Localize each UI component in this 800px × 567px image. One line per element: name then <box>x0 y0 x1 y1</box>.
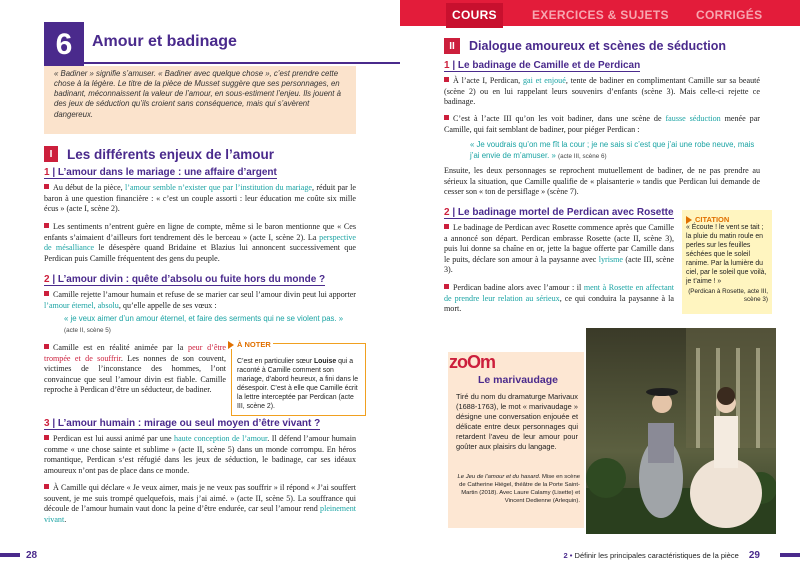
note-text: C’est en particulier sœur Louise qui a raconté à Camille comment son mariage, d’abord heureux, a fini dans le désespoir. C’est à elle que Camille écrit la lettre interceptée par Perdican (acte III, scène 2). <box>237 358 359 410</box>
section-title: Dialogue amoureux et scènes de séduction <box>469 39 727 53</box>
section-title: Les différents enjeux de l’amour <box>67 146 275 162</box>
citation-text: « Écoute ! le vent se tait ; la pluie du matin roule en perles sur les feuilles séchées que le soleil ranime. Par la lumière du ciel, par le soleil que voilà, je t’aime ! » (Perdican à Rosette, acte III, scène 3) <box>686 224 768 303</box>
theater-scene-image <box>586 328 776 534</box>
subheading-2: 2 | L’amour divin : quête d’absolu ou fuite hors du monde ? <box>44 274 326 285</box>
paragraph: Camille est en réalité animée par la peur d’être trompée et de souffrir. Les nonnes de son couvent, victimes de l’inconstance des hommes, l’ont convaincue que seul l’amour divin est fiable. Camille reproche à Perdican d’être un séducteur, de badiner. <box>44 343 226 395</box>
footer-bar <box>780 553 800 557</box>
intro-box <box>44 66 356 134</box>
paragraph: Camille rejette l’amour humain et refuse de se marier car seul l’amour divin peut lui apporter l’amour éternel, absolu, qu’elle appelle de ses vœux : <box>44 290 356 310</box>
footer-bar <box>0 553 20 557</box>
paragraph: Le badinage de Perdican avec Rosette commence après que Camille a annoncé son départ. Perdican embrasse Rosette (acte II, scène 3), puis lui donne sa chaîne en or, jette la bague offerte par Camille dans le puits, déclare son amour à la paysanne avec lyrisme (acte III, scène 3). <box>444 223 674 275</box>
paragraph: Au début de la pièce, l’amour semble n’exister que par l’institution du mariage, réduit par le baron à une question financière : « c’est un couple assorti : leur éducation me coûte six mille écus » (acte I, scène 2). <box>44 183 356 214</box>
tab-exercices[interactable]: EXERCICES & SUJETS <box>532 8 669 22</box>
section-heading <box>44 146 274 162</box>
paragraph: Perdican badine alors avec l’amour : il ment à Rosette en affectant de prendre leur relation au sérieux, ce qui conduira la paysanne à la mort. <box>444 283 674 314</box>
zoom-title: Le marivaudage <box>478 374 558 386</box>
section-badge: II <box>444 38 460 54</box>
quotation: « Je voudrais qu’on me fît la cour ; je ne sais si c’est que j’ai une robe neuve, mais j’ai envie de m’amuser. » (acte III, scène 6) <box>470 140 755 160</box>
arrow-icon <box>228 341 234 349</box>
footer-chapter: 2 • <box>563 551 573 560</box>
footer <box>564 550 760 561</box>
photo-caption: Le Jeu de l’amour et du hasard. Mise en scène de Catherine Hiégel, théâtre de la Porte Saint-Martin (2018). Avec Laure Calamy (Lisette) et Vincent Dedienne (Arlequin). <box>457 474 580 504</box>
chapter-title: Amour et badinage <box>92 33 237 50</box>
page-number: 28 <box>26 550 38 561</box>
paragraph: Perdican est lui aussi animé par une haute conception de l’amour. Il défend l’amour humain comme « une chose sainte et sublime » (acte II, scène 5) dans un monde corrompu. En héros romantique, Perdican s’est réfugié dans les jeux de séduction, le badinage, car ses idéaux amoureux n’ont pas de place dans ce monde. <box>44 434 357 475</box>
zoom-logo: zoOm <box>449 352 496 372</box>
stage-photo <box>586 328 776 534</box>
subheading-3: 3 | L’amour humain : mirage ou seul moyen d’être vivant ? <box>44 418 321 429</box>
chapter-number: 6 <box>44 22 84 68</box>
paragraph: À Camille qui déclare « Je veux aimer, mais je ne veux pas souffrir » il répond « J’ai souffert souvent, je me suis trompé quelquefois, mais j’ai aimé. » (acte II, scène 5). La souffrance qui découle de l’amour humain vaut donc la peine d’être endurée, car seul l’amour rend pleinement vivant. <box>44 483 356 524</box>
section-badge: I <box>44 146 58 162</box>
tab-cours[interactable]: COURS <box>446 3 503 28</box>
subheading-2: 2 | Le badinage mortel de Perdican avec Rosette <box>444 207 674 218</box>
page-number: 29 <box>748 550 760 561</box>
zoom-text: Tiré du nom du dramaturge Marivaux (1688-1763), le mot « marivaudage » désigne une conversation enjouée et délicate entre deux personnages qui retardent l’aveu de leur amour pour goûter aux plaisirs du langage. <box>456 392 578 451</box>
note-box <box>231 340 366 416</box>
tab-corriges[interactable]: CORRIGÉS <box>696 8 763 22</box>
quotation: « je veux aimer d’un amour éternel, et faire des serments qui ne se violent pas. » (acte II, scène 5) <box>64 314 344 334</box>
section-heading <box>444 38 726 54</box>
paragraph: C’est à l’acte III qu’on les voit badiner, dans une scène de fausse séduction menée par Camille, qui fait semblant de badiner, pour piéger Perdican : <box>444 114 760 134</box>
chapter-rule <box>84 62 400 64</box>
intro-text: « Badiner » signifie s’amuser. « Badiner avec quelque chose », c’est prendre cette chose à la légère. Le titre de la pièce de Musset suggère que ses personnages, en badinant, méconnaissent la valeur de l’amour, en sous-estiment l’enjeu. Ils jouent à des jeux de séduction qu’ils croient sans conséquence, mais qui s’avèrent dangereux. <box>54 69 341 119</box>
paragraph: Ensuite, les deux personnages se reprochent mutuellement de badiner, de ne pas prendre au sérieux la situation, que Camille qualifie de « plaisanterie » tandis que Perdican lui demande de cesser son « ton de persiflage » (scène 7). <box>444 166 760 197</box>
paragraph: À l’acte I, Perdican, gai et enjoué, tente de badiner en complimentant Camille sur sa beauté (scène 2) ou en lui rappelant leurs souvenirs d’enfants (scène 3). Mais celle-ci rejette ce badinage. <box>444 76 761 107</box>
right-page <box>400 0 800 567</box>
footer-text: Définir les principales caractéristiques de la pièce <box>574 551 739 560</box>
subheading-1: 1 | L’amour dans le mariage : une affaire d’argent <box>44 167 277 178</box>
note-label: À NOTER <box>228 340 273 349</box>
citation-label: CITATION <box>686 215 768 224</box>
arrow-icon <box>686 216 692 224</box>
zoom-box <box>448 352 584 528</box>
paragraph: Les sentiments n’entrent guère en ligne de compte, même si le baron mentionne que « Ces enfants s’aimaient d’ailleurs fort tendrement dès le berceau » (acte I, scène 2). La perspective de mésalliance le désespère quand Bridaine et Blazius lui annoncent successivement que Perdican puis Camille fréquentent des gens du peuple. <box>44 222 356 263</box>
citation-box <box>682 210 772 314</box>
subheading-1: 1 | Le badinage de Camille et de Perdican <box>444 60 641 71</box>
